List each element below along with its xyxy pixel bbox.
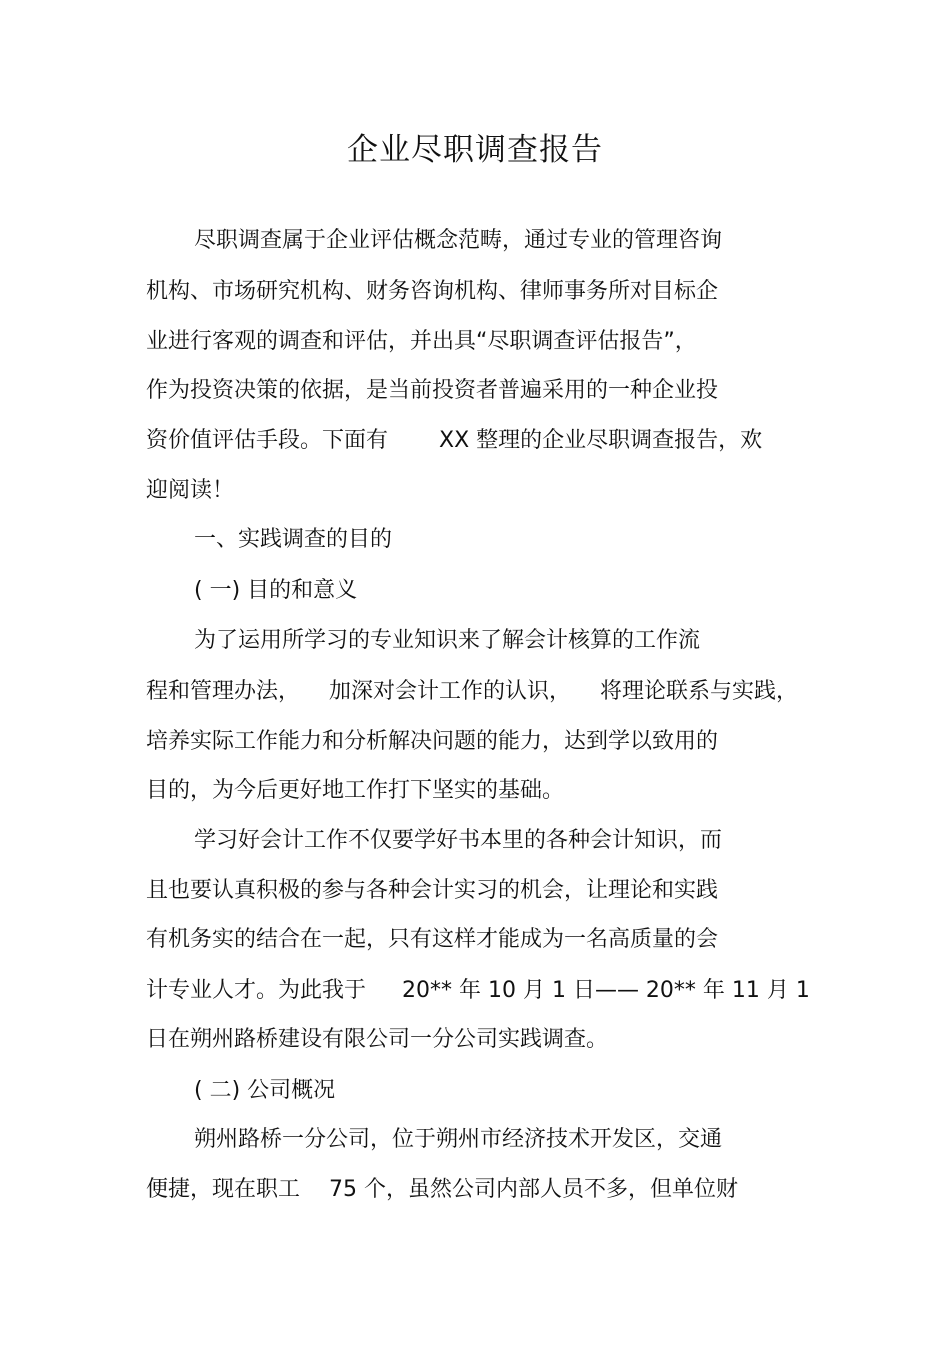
paragraph-line: 便捷，现在职工 75 个，虽然公司内部人员不多，但单位财 bbox=[146, 1177, 738, 1202]
paragraph-line: 学习好会计工作不仅要学好书本里的各种会计知识，而 bbox=[194, 828, 723, 853]
document-title: 企业尽职调查报告 bbox=[347, 132, 603, 168]
paragraph-line: 计专业人才。为此我于 20** 年 10 月 1 日—— 20** 年 11 月 1 bbox=[146, 978, 810, 1003]
paragraph-line: 程和管理办法， 加深对会计工作的认识， 将理论联系与实践， bbox=[146, 679, 798, 704]
subsection-heading: ( 二) 公司概况 bbox=[194, 1078, 336, 1103]
paragraph-line: 资价值评估手段。下面有 XX 整理的企业尽职调查报告，欢 bbox=[146, 428, 763, 453]
paragraph-line: 日在朔州路桥建设有限公司一分公司实践调查。 bbox=[146, 1027, 609, 1052]
paragraph-line: 迎阅读！ bbox=[146, 478, 235, 503]
paragraph-line: 朔州路桥一分公司，位于朔州市经济技术开发区，交通 bbox=[194, 1127, 723, 1152]
subsection-heading: ( 一) 目的和意义 bbox=[194, 578, 358, 603]
paragraph-line: 机构、市场研究机构、财务咨询机构、律师事务所对目标企 bbox=[146, 279, 719, 304]
paragraph-line: 培养实际工作能力和分析解决问题的能力，达到学以致用的 bbox=[146, 729, 719, 754]
paragraph-line: 有机务实的结合在一起，只有这样才能成为一名高质量的会 bbox=[146, 927, 719, 952]
paragraph-line: 尽职调查属于企业评估概念范畴，通过专业的管理咨询 bbox=[194, 228, 723, 253]
paragraph-line: 作为投资决策的依据，是当前投资者普遍采用的一种企业投 bbox=[146, 378, 719, 403]
section-heading: 一、实践调查的目的 bbox=[194, 527, 393, 552]
paragraph-line: 为了运用所学习的专业知识来了解会计核算的工作流 bbox=[194, 628, 701, 653]
paragraph-line: 且也要认真积极的参与各种会计实习的机会，让理论和实践 bbox=[146, 878, 719, 903]
paragraph-line: 目的，为今后更好地工作打下坚实的基础。 bbox=[146, 778, 565, 803]
paragraph-line: 业进行客观的调查和评估，并出具“尽职调查评估报告”， bbox=[146, 329, 697, 354]
